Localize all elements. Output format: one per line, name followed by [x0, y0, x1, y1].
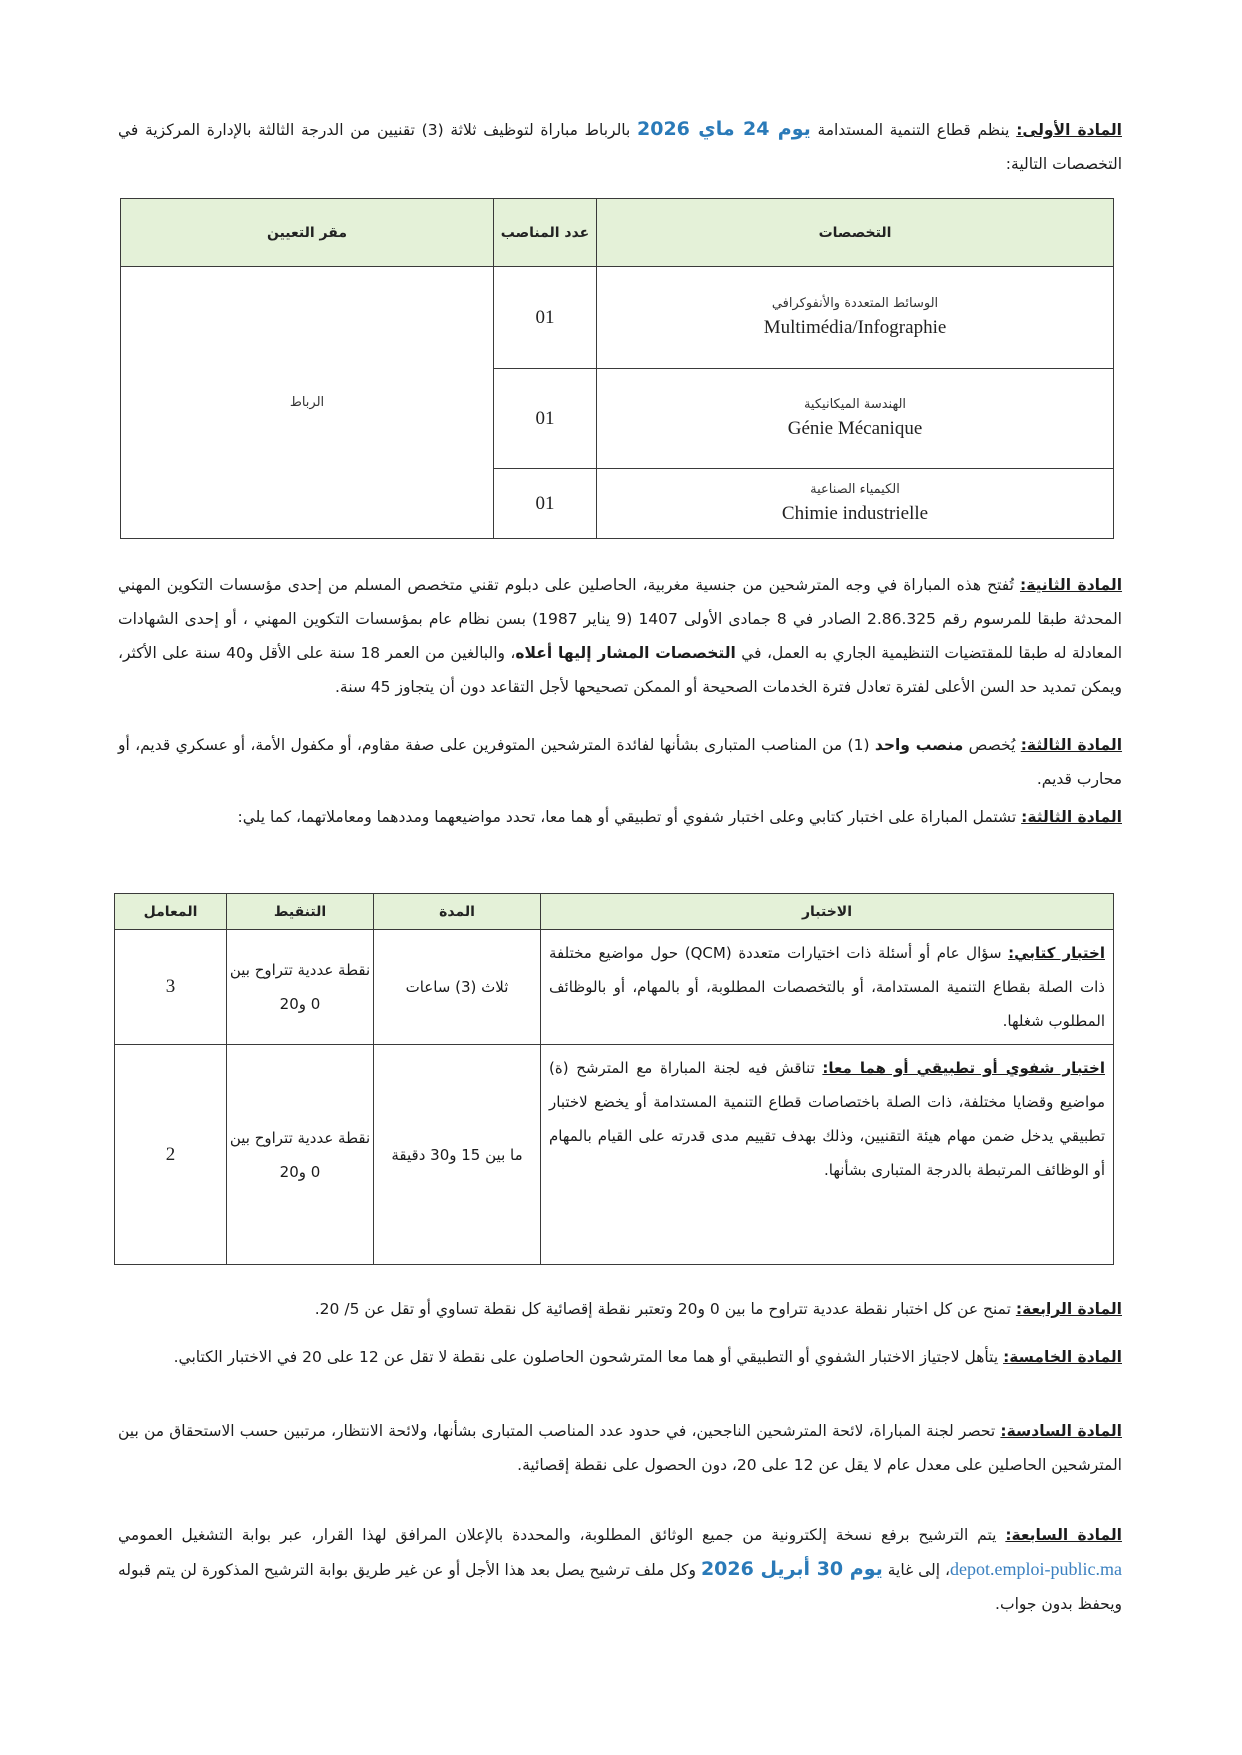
article-3a-text-before: يُخصص	[963, 736, 1021, 754]
article-3b-text: تشتمل المباراة على اختبار كتابي وعلى اختبار شفوي أو تطبيقي أو هما معا، تحدد مواضيعهما ومددهما ومعاملاتهما، كما يلي:	[237, 808, 1022, 826]
deadline-date-highlight: يوم 30 أبريل 2026	[700, 1558, 883, 1580]
duration-cell: ثلاث (3) ساعات	[374, 930, 541, 1045]
specialty-cell	[597, 267, 1114, 369]
article-4	[118, 1292, 1122, 1326]
coefficient-cell: 2	[115, 1045, 227, 1265]
specialty-ar: الهندسة الميكانيكية	[803, 397, 907, 412]
article-7-text-before: يتم الترشيح برفع نسخة إلكترونية من جميع الوثائق المطلوبة، والمحددة بالإعلان المرافق لهذا القرار، عبر بوابة التشغيل العمومي	[118, 1526, 1006, 1544]
table-row	[115, 1045, 1114, 1265]
exams-table-header	[115, 894, 1114, 930]
article-3a-bold: منصب واحد	[874, 736, 964, 754]
exam-cell	[541, 930, 1114, 1045]
header-exam: الاختبار	[541, 894, 1114, 930]
article-1	[118, 112, 1122, 181]
article-2-text-before: تُفتح هذه المباراة في وجه المترشحين من جنسية مغربية، الحاصلين على دبلوم تقني متخصص المسلم من إحدى مؤسسات التكوين المهني المحدثة طبقا للمرسوم رقم 2.86.325 الصادر في 8 جمادى الأولى 1407 (9 يناير 1987) بسن نظام عام بمؤسسات التكوين المهني ، أو إحدى الشهادات المعادلة له طبقا للمقتضيات التنظيمية الجاري به العمل، في	[118, 576, 1122, 662]
grading-cell: نقطة عددية تتراوح بين 0 و20	[227, 930, 374, 1045]
exam-cell	[541, 1045, 1114, 1265]
article-1-text-after: بالرباط مباراة لتوظيف ثلاثة (3) تقنيين من الدرجة الثالثة بالإدارة المركزية في التخصصات التالية:	[118, 121, 1122, 173]
article-6-text: تحصر لجنة المباراة، لائحة المترشحين الناجحين، في حدود عدد المناصب المتبارى بشأنها، ولائحة الانتظار، مرتبين حسب الاستحقاق من بين المترشحين الحاصلين على معدل عام لا يقل عن 12 على 20، دون الحصول على نقطة إقصائية.	[118, 1422, 1122, 1474]
article-2-text-after: ، والبالغين من العمر 18 سنة على الأقل و40 سنة على الأكثر، ويمكن تمديد حد السن الأعلى لفترة تعادل فترة الخدمات الصحيحة أو الممكن تصحيحها لأجل التقاعد دون أن يتجاوز 45 سنة.	[118, 644, 1122, 696]
count-cell: 01	[494, 469, 597, 539]
grading-cell: نقطة عددية تتراوح بين 0 و20	[227, 1045, 374, 1265]
header-grading: التنقيط	[227, 894, 374, 930]
article-2	[118, 568, 1122, 704]
header-specialty: التخصصات	[597, 199, 1114, 267]
exam-text: تناقش فيه لجنة المباراة مع المترشح (ة) مواضيع وقضايا مختلفة، ذات الصلة باختصاصات قطاع التنمية المستدامة أو يخضع لاختبار تطبيقي يدخل ضمن مهام هيئة التقنيين، وذلك بهدف تقييم مدى قدرته على القيام بالمهام أو الوظائف المرتبطة بالدرجة المتبارى بشأنها.	[549, 1059, 1105, 1179]
count-cell: 01	[494, 267, 597, 369]
article-4-text: تمنح عن كل اختبار نقطة عددية تتراوح ما بين 0 و20 وتعتبر نقطة إقصائية كل نقطة تساوي أو تقل عن 5/ 20.	[314, 1300, 1016, 1318]
article-5	[118, 1340, 1122, 1374]
coefficient-cell: 3	[115, 930, 227, 1045]
specialty-cell	[597, 369, 1114, 469]
specialty-ar: الكيمياء الصناعية	[810, 482, 900, 497]
article-5-label: المادة الخامسة:	[1003, 1348, 1122, 1366]
header-duration: المدة	[374, 894, 541, 930]
article-7-text-after: وكل ملف ترشيح يصل بعد هذا الأجل أو عن غير طريق بوابة الترشيح المذكورة لن يتم قبوله ويحفظ بدون جواب.	[118, 1561, 1122, 1613]
specialty-cell	[597, 469, 1114, 539]
article-7	[118, 1518, 1122, 1621]
article-1-text-before: ينظم قطاع التنمية المستدامة	[810, 121, 1017, 139]
header-coefficient: المعامل	[115, 894, 227, 930]
application-portal-link[interactable]: depot.emploi-public.ma	[950, 1559, 1123, 1579]
article-3a	[118, 728, 1122, 796]
posts-table	[120, 198, 1114, 539]
article-4-label: المادة الرابعة:	[1015, 1300, 1122, 1318]
specialty-fr: Génie Mécanique	[787, 418, 923, 439]
article-5-text: يتأهل لاجتياز الاختبار الشفوي أو التطبيقي أو هما معا المترشحون الحاصلون على نقطة لا تقل عن 12 على 20 في الاختبار الكتابي.	[173, 1348, 1004, 1366]
article-7-text-middle: ، إلى غاية	[882, 1561, 951, 1579]
header-count: عدد المناصب	[494, 199, 597, 267]
count-cell: 01	[494, 369, 597, 469]
article-3a-label: المادة الثالثة:	[1020, 736, 1123, 754]
exam-label: اختبار كتابي:	[1008, 944, 1105, 962]
article-3b-label: المادة الثالثة:	[1021, 808, 1122, 826]
article-2-label: المادة الثانية:	[1020, 576, 1123, 594]
location-cell: الرباط	[121, 267, 494, 539]
header-location: مقر التعيين	[121, 199, 494, 267]
exams-table	[114, 893, 1114, 1265]
posts-table-header	[121, 199, 1114, 267]
table-row	[115, 930, 1114, 1045]
specialty-ar: الوسائط المتعددة والأنفوكرافي	[771, 296, 939, 311]
exam-label: اختبار شفوي أو تطبيقي أو هما معا:	[822, 1059, 1105, 1077]
article-3b	[118, 800, 1122, 834]
article-6	[118, 1414, 1122, 1482]
exam-date-highlight: يوم 24 ماي 2026	[637, 118, 811, 140]
table-row	[121, 267, 1114, 369]
exam-text: سؤال عام أو أسئلة ذات اختيارات متعددة (QCM) حول مواضيع مختلفة ذات الصلة بقطاع التنمية المستدامة، أو بالتخصصات المطلوبة، أو بالمهام، أو بالوظائف المطلوب شغلها.	[549, 944, 1105, 1030]
duration-cell: ما بين 15 و30 دقيقة	[374, 1045, 541, 1265]
article-2-bold: التخصصات المشار إليها أعلاه	[515, 644, 736, 662]
specialty-fr: Chimie industrielle	[781, 503, 929, 524]
article-6-label: المادة السادسة:	[1000, 1422, 1122, 1440]
specialty-fr: Multimédia/Infographie	[763, 317, 947, 338]
article-7-label: المادة السابعة:	[1005, 1526, 1122, 1544]
article-3a-text-after: (1) من المناصب المتبارى بشأنها لفائدة المترشحين المتوفرين على صفة مقاوم، أو مكفول الأمة، أو عسكري قديم، أو محارب قديم.	[118, 736, 1122, 788]
article-1-label: المادة الأولى:	[1016, 121, 1122, 139]
